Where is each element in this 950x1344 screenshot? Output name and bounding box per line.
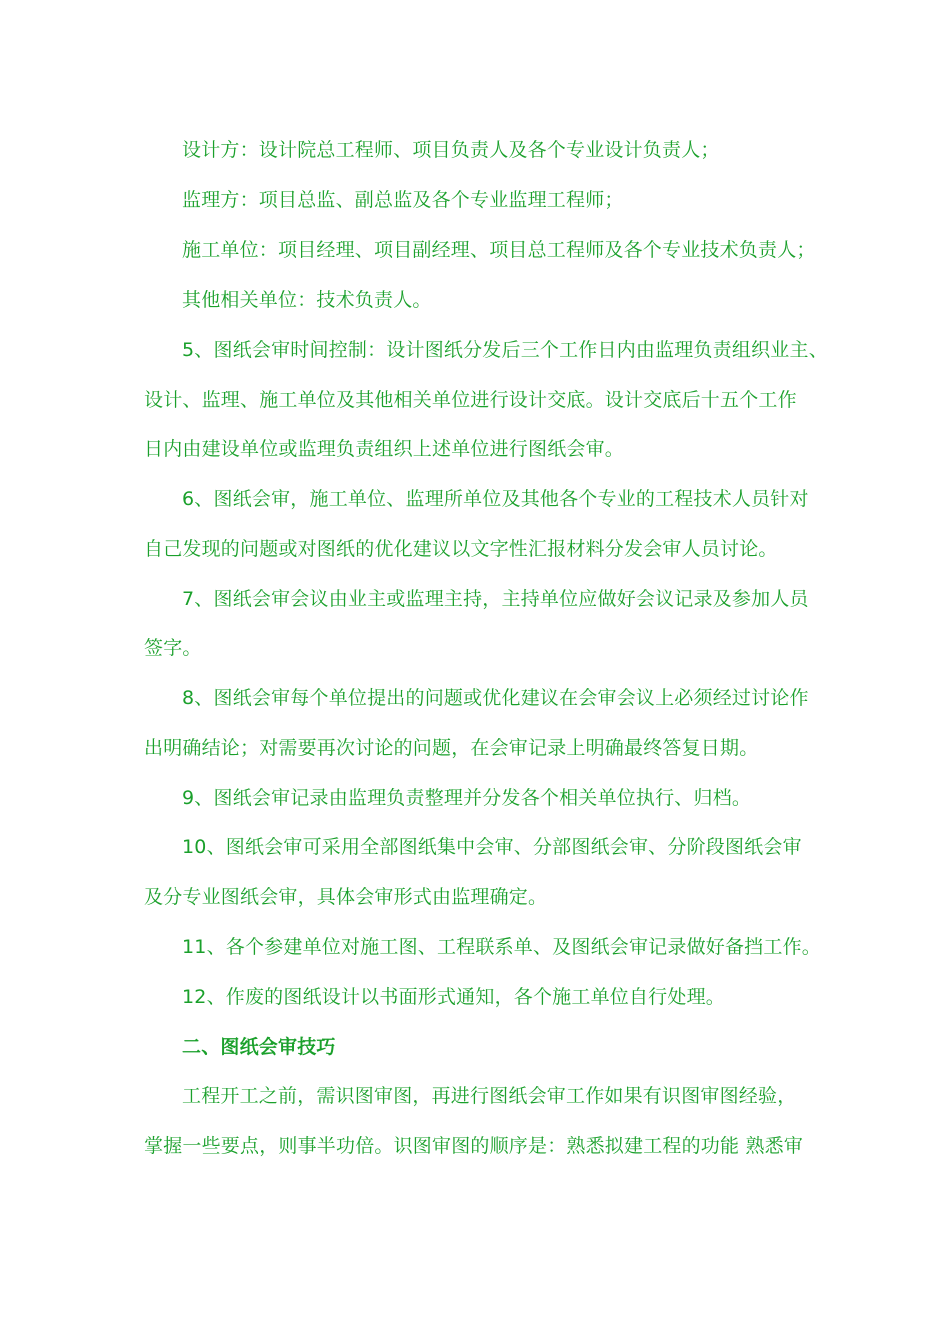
paragraph-line: 工程开工之前，需识图审图，再进行图纸会审工作如果有识图审图经验， bbox=[182, 1085, 797, 1107]
paragraph-line: 日内由建设单位或监理负责组织上述单位进行图纸会审。 bbox=[144, 438, 625, 460]
paragraph-line: 7、图纸会审会议由业主或监理主持，主持单位应做好会议记录及参加人员 bbox=[182, 588, 809, 610]
paragraph-line: 自己发现的问题或对图纸的优化建议以文字性汇报材料分发会审人员讨论。 bbox=[144, 538, 778, 560]
paragraph-line: 5、图纸会审时间控制：设计图纸分发后三个工作日内由监理负责组织业主、 bbox=[182, 339, 828, 361]
paragraph-line: 10、图纸会审可采用全部图纸集中会审、分部图纸会审、分阶段图纸会审 bbox=[182, 836, 802, 858]
paragraph-line: 其他相关单位：技术负责人。 bbox=[182, 289, 432, 311]
paragraph-line: 9、图纸会审记录由监理负责整理并分发各个相关单位执行、归档。 bbox=[182, 787, 752, 809]
paragraph-line: 掌握一些要点，则事半功倍。识图审图的顺序是：熟悉拟建工程的功能 熟悉审 bbox=[144, 1135, 804, 1157]
paragraph-line: 出明确结论；对需要再次讨论的问题，在会审记录上明确最终答复日期。 bbox=[144, 737, 759, 759]
paragraph-line: 签字。 bbox=[144, 637, 202, 659]
paragraph-line: 8、图纸会审每个单位提出的问题或优化建议在会审会议上必须经过讨论作 bbox=[182, 687, 809, 709]
paragraph-line: 及分专业图纸会审，具体会审形式由监理确定。 bbox=[144, 886, 548, 908]
paragraph-line: 设计方：设计院总工程师、项目负责人及各个专业设计负责人； bbox=[182, 139, 720, 161]
paragraph-line: 12、作废的图纸设计以书面形式通知，各个施工单位自行处理。 bbox=[182, 986, 725, 1008]
section-heading: 二、图纸会审技巧 bbox=[182, 1036, 336, 1058]
paragraph-line: 设计、监理、施工单位及其他相关单位进行设计交底。设计交底后十五个工作 bbox=[144, 389, 797, 411]
paragraph-line: 6、图纸会审，施工单位、监理所单位及其他各个专业的工程技术人员针对 bbox=[182, 488, 809, 510]
paragraph-line: 施工单位：项目经理、项目副经理、项目总工程师及各个专业技术负责人； bbox=[182, 239, 816, 261]
paragraph-line: 11、各个参建单位对施工图、工程联系单、及图纸会审记录做好备挡工作。 bbox=[182, 936, 821, 958]
paragraph-line: 监理方：项目总监、副总监及各个专业监理工程师； bbox=[182, 189, 624, 211]
